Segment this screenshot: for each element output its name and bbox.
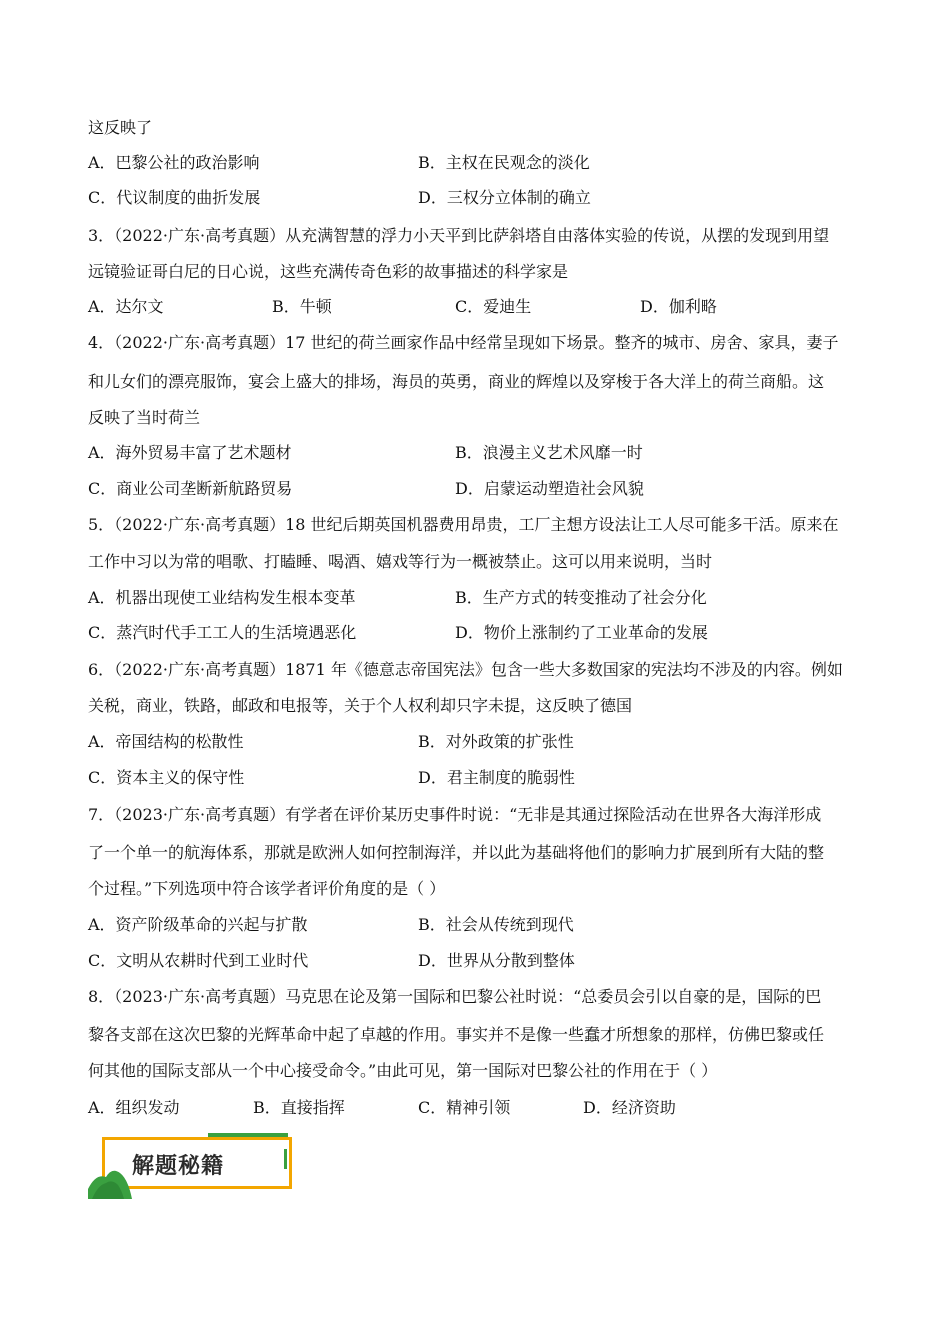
q7-option-d: D．世界从分散到整体 [418, 951, 575, 970]
q7-option-c: C．文明从农耕时代到工业时代 [88, 951, 309, 970]
q7-stem-line-2: 了一个单一的航海体系，那就是欧洲人如何控制海洋，并以此为基础将他们的影响力扩展到所有大陆的整 [88, 843, 825, 862]
q4-option-b: B．浪漫主义艺术风靡一时 [455, 443, 643, 462]
q6-option-b: B．对外政策的扩张性 [418, 732, 574, 751]
q6-option-c: C．资本主义的保守性 [88, 768, 245, 787]
q4-option-c: C．商业公司垄断新航路贸易 [88, 479, 293, 498]
q3-option-d: D．伽利略 [640, 297, 717, 316]
q6-stem-line-1: 6．（2022·广东·高考真题）1871 年《德意志帝国宪法》包含一些大多数国家的宪法均不涉及的内容。例如 [88, 660, 843, 679]
q3-option-c: C．爱迪生 [455, 297, 532, 316]
q6-stem-line-2: 关税，商业，铁路，邮政和电报等，关于个人权利却只字未提，这反映了德国 [88, 696, 633, 715]
q3-stem-line-1: 3．（2022·广东·高考真题）从充满智慧的浮力小天平到比萨斜塔自由落体实验的传说，从摆的发现到用望 [88, 226, 830, 245]
q5-stem-line-2: 工作中习以为常的唱歌、打瞌睡、喝酒、嬉戏等行为一概被禁止。这可以用来说明，当时 [88, 552, 713, 571]
banner-title: 解题秘籍 [132, 1154, 225, 1179]
q2-option-a: A．巴黎公社的政治影响 [88, 153, 260, 172]
hill-icon [88, 1159, 138, 1199]
q2-option-d: D．三权分立体制的确立 [418, 188, 591, 207]
q8-stem-line-2: 黎各支部在这次巴黎的光辉革命中起了卓越的作用。事实并不是像一些蠢才所想象的那样，仿佛巴黎或任 [88, 1025, 825, 1044]
q4-option-d: D．启蒙运动塑造社会风貌 [455, 479, 644, 498]
q4-option-a: A．海外贸易丰富了艺术题材 [88, 443, 292, 462]
q6-option-d: D．君主制度的脆弱性 [418, 768, 575, 787]
q2-option-c: C．代议制度的曲折发展 [88, 188, 261, 207]
q2-stem-end: 这反映了 [88, 118, 153, 137]
q5-stem-line-1: 5．（2022·广东·高考真题）18 世纪后期英国机器费用昂贵，工厂主想方设法让工人尽可能多干活。原来在 [88, 515, 839, 534]
q7-option-a: A．资产阶级革命的兴起与扩散 [88, 915, 308, 934]
q2-option-b: B．主权在民观念的淡化 [418, 153, 590, 172]
q3-option-b: B．牛顿 [272, 297, 332, 316]
q8-option-c: C．精神引领 [418, 1098, 511, 1117]
q8-option-d: D．经济资助 [583, 1098, 676, 1117]
q7-stem-line-1: 7．（2023·广东·高考真题）有学者在评价某历史事件时说：“无非是其通过探险活动在世界各大海洋形成 [88, 805, 822, 824]
q3-option-a: A．达尔文 [88, 297, 164, 316]
q5-option-a: A．机器出现使工业结构发生根本变革 [88, 588, 356, 607]
q5-option-b: B．生产方式的转变推动了社会分化 [455, 588, 707, 607]
q6-option-a: A．帝国结构的松散性 [88, 732, 244, 751]
q4-stem-line-3: 反映了当时荷兰 [88, 408, 201, 427]
q7-stem-line-3: 个过程。”下列选项中符合该学者评价角度的是（ ） [88, 879, 446, 898]
q8-stem-line-3: 何其他的国际支部从一个中心接受命令。”由此可见，第一国际对巴黎公社的作用在于（ ） [88, 1061, 718, 1080]
q3-stem-line-2: 远镜验证哥白尼的日心说，这些充满传奇色彩的故事描述的科学家是 [88, 262, 569, 281]
banner-accent-side [284, 1149, 287, 1169]
section-banner [88, 1137, 300, 1199]
q4-stem-line-1: 4．（2022·广东·高考真题）17 世纪的荷兰画家作品中经常呈现如下场景。整齐的城市、房舍、家具，妻子 [88, 333, 839, 352]
q5-option-d: D．物价上涨制约了工业革命的发展 [455, 623, 708, 642]
q8-option-b: B．直接指挥 [253, 1098, 345, 1117]
banner-accent-top [208, 1133, 288, 1137]
q4-stem-line-2: 和儿女们的漂亮服饰，宴会上盛大的排场，海员的英勇，商业的辉煌以及穿梭于各大洋上的荷兰商船。这 [88, 372, 825, 391]
q7-option-b: B．社会从传统到现代 [418, 915, 574, 934]
q8-stem-line-1: 8．（2023·广东·高考真题）马克思在论及第一国际和巴黎公社时说：“总委员会引以自豪的是，国际的巴 [88, 987, 822, 1006]
q8-option-a: A．组织发动 [88, 1098, 180, 1117]
q5-option-c: C．蒸汽时代手工工人的生活境遇恶化 [88, 623, 357, 642]
